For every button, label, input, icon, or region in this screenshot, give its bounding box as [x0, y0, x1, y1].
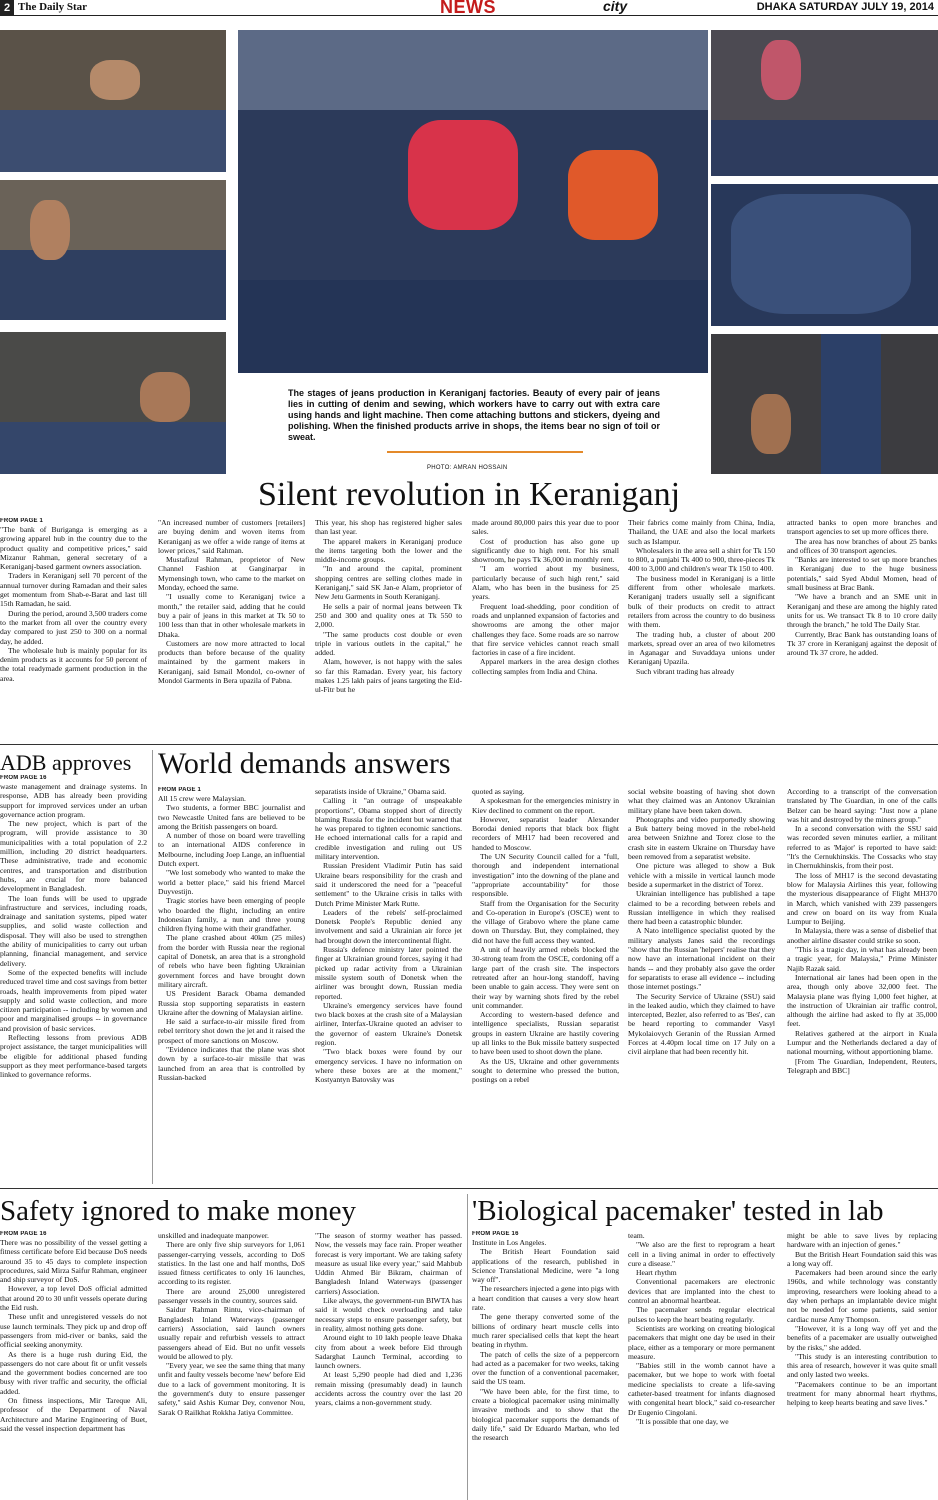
lead-column: [315, 518, 462, 740]
photo-worker-floor: [0, 30, 226, 172]
world-column: [158, 787, 305, 1185]
photo-jeans-shop: [238, 30, 708, 373]
paragraph: There are only five ship surveyors for 1,061 passenger-carrying vessels, according to DoS statistics. In the last one and half months, DoS issued fitness certificates to only 16 launches, according to its register.: [158, 1240, 305, 1287]
world-column: [472, 787, 619, 1185]
paragraph: Alam, however, is not happy with the sales so far this Ramadan. Every year, his factory makes 1.25 lakh pairs of jeans targeting the Eid-ul-Fitr but he: [315, 657, 462, 695]
paragraph: Apparel markers in the area design clothes collecting samples from India and China.: [472, 657, 619, 676]
paragraph: All 15 crew were Malaysian.: [158, 794, 246, 803]
paragraph: Two students, a former BBC journalist and two Newcastle United fans are believed to be among the British passengers on board.: [158, 803, 305, 831]
dateline: DHAKA SATURDAY JULY 19, 2014: [756, 1, 934, 13]
paragraph: "In and around the capital, prominent shopping centres are selling clothes made in Keraniganj," said SK Jan-e Alam, proprietor of New Jetu Garments in South Keraniganj.: [315, 564, 462, 602]
section-divider: [0, 1188, 938, 1189]
safety-column: [158, 1231, 305, 1500]
paragraph: US President Barack Obama demanded Russia stop supporting separatists in eastern Ukraine after the downing of Malaysian airline.: [158, 989, 305, 1017]
paragraph: At least 5,290 people had died and 1,236 remain missing (presumably dead) in launch accidents across the country over the last 20 years, claims a non-government study.: [315, 1370, 462, 1408]
jump-label: FROM PAGE 16: [472, 1231, 519, 1237]
photo-credit: PHOTO: AMRAN HOSSAIN: [427, 465, 508, 471]
paragraph: "I am worried about my business, particularly because of such high rent," said Alam, who has been in the business for 25 years.: [472, 564, 619, 602]
pacemaker-column: [628, 1231, 775, 1500]
photo-caption: The stages of jeans production in Keraniganj factories. Beauty of every pair of jeans lies in cutting of denim and sewing, which workers have to carry out with extra care using hands and light machine. Then come attaching buttons and stickers, dyeing and polishing. When the finished products arrive in shops, the items bear no sign of toil or sweat.: [288, 388, 660, 442]
paragraph: "Two black boxes were found by our emergency services. I have no information on where these boxes are at the moment," Kostyantyn Batovsky was: [315, 1047, 462, 1085]
paragraph: Traders in Keraniganj sell 70 percent of the annual turnover during Ramadan and their sales get momentum from Shab-e-Barat and last till 15th Ramadan, he said.: [0, 571, 147, 609]
paragraph: Institute in Los Angeles.: [472, 1238, 547, 1247]
lead-headline: Silent revolution in Keraniganj: [257, 476, 681, 513]
paragraph: Heart rhythm: [636, 1268, 677, 1278]
paragraph: Pacemakers had been around since the early 1960s, and while technology was constantly improving, researchers were looking ahead to a day when perhaps an implantable device might not be needed for some patients, said senior cardiac nurse Amy Thompson.: [787, 1268, 937, 1324]
paragraph: "Evidence indicates that the plane was shot down by a surface-to-air missile that was launched from an area that is controlled by Russian-backed: [158, 1045, 305, 1082]
page-number: 2: [0, 0, 14, 16]
adb-column: [0, 775, 147, 1185]
paragraph: As the US, Ukraine and other governments sought to determine who pressed the button, postings on a rebel: [472, 1056, 619, 1085]
paragraph: But the British Heart Foundation said this was a long way off.: [787, 1249, 937, 1268]
paragraph: Scientists are working on creating biological pacemakers that might one day be used in their place, either as a temporary or more permanent measure.: [628, 1323, 775, 1361]
paragraph: "However, it is a long way off yet and the benefits of a pacemaker are usually outweighed by the risks," she added.: [787, 1323, 937, 1352]
jump-label: FROM PAGE 1: [0, 518, 44, 524]
paragraph: Conventional pacemakers are electronic devices that are implanted into the chest to control an abnormal heartbeat.: [628, 1277, 775, 1306]
paragraph: Ukraine's emergency services have found two black boxes at the crash site of a Malaysian airliner, Interfax-Ukraine quoted an adviser to the governor of eastern Ukraine's Donetsk region.: [315, 1000, 462, 1048]
safety-column: [0, 1231, 147, 1500]
paragraph: Calling it "an outrage of unspeakable proportions", Obama stopped short of directly blaming Russia for the incident but warned that he was prepared to tighten economic sanctions. He echoed international calls for a rapid and credible investigation and ruling out US military intervention.: [315, 796, 462, 862]
photo-denim-pile: [711, 184, 938, 326]
paragraph: "This is a tragic day, in what has already been a tragic year, for Malaysia," Prime Minister Najib Razak said.: [787, 945, 937, 973]
paragraph: These unfit and unregistered vessels do not use launch terminals. They pick up and drop off passengers from mid-river or banks, said the official seeking anonymity.: [0, 1312, 147, 1350]
paragraph: The loan funds will be used to upgrade infrastructure and services, including roads, drainage and sanitation systems, piped water supplies, and solid waste collection and disposal. They will also be used to strengthen the ability of municipalities to carry out urban planning, financial management, and service delivery.: [0, 893, 147, 968]
paragraph: Around eight to 10 lakh people leave Dhaka city from about a week before Eid through Sadarghat Launch Terminal, according to launch owners.: [315, 1333, 462, 1371]
paragraph: The pacemaker sends regular electrical pulses to keep the heart beating regularly.: [628, 1305, 775, 1324]
paragraph: might be able to save lives by replacing hardware with an injection of genes.": [787, 1231, 937, 1250]
paragraph: The plane crashed about 40km (25 miles) from the border with Russia near the regional capital of Donetsk, an area that is a stronghold of rebels who have been fighting Ukrainian government forces and have brought down military aircraft.: [158, 933, 305, 989]
paragraph: The trading hub, a cluster of about 200 markets, spread over an area of two kilometres in Aganagar and Suvaddaya unions under Keraniganj Upazila.: [628, 629, 775, 667]
paragraph: Relatives gathered at the airport in Kuala Lumpur and the Netherlands declared a day of national mourning, without apportioning blame.: [787, 1028, 937, 1057]
paragraph: A number of those on board were travelling to an international AIDS conference in Melbourne, including Joep Lange, an influential Dutch expert.: [158, 831, 305, 869]
lead-column: [472, 518, 619, 740]
paragraph: Russian President Vladimir Putin has said Ukraine bears responsibility for the crash and said it underscored the need for a "peaceful settlement" to the Ukraine crisis in talks with Dutch Prime Minister Mark Rutte.: [315, 861, 462, 908]
paragraph: Customers are now more attracted to local products than before because of the quality maintained by the garment makers in Keraniganj, said Ismail Mondol, co-owner of Mondol Garments in Bera upazila of Pabna.: [158, 638, 305, 686]
paragraph: The researchers injected a gene into pigs with a heart condition that causes a very slow heart rate.: [472, 1284, 619, 1313]
paragraph: Reflecting lessons from previous ADB project assistance, the target municipalities will be eligible for additional phased funding support as they meet performance-based targets linked to governance reforms.: [0, 1033, 147, 1080]
paragraph: On fitness inspections, Mir Tareque Ali, professor of the Department of Naval Architecture and Marine Engineering of Buet, said the vessel inspection department has: [0, 1396, 147, 1433]
lead-column: [628, 518, 775, 740]
paragraph: "It is possible that one day, we: [636, 1416, 729, 1426]
pacemaker-headline: 'Biological pacemaker' tested in lab: [472, 1195, 884, 1227]
paragraph: "Banks are interested to set up more branches in Keraniganj due to the huge business potentials," said Syed Abdul Momen, head of small business at Brac Bank.: [787, 555, 937, 593]
pacemaker-column: [472, 1231, 619, 1500]
paragraph: separatists inside of Ukraine," Obama said.: [315, 787, 447, 796]
paragraph: "We also are the first to reprogram a heart cell in a living animal in order to effectively cure a disease.": [628, 1240, 775, 1268]
paragraph: Russia's defence ministry later pointed the finger at Ukrainian ground forces, saying it had picked up radar activity from a Ukrainian missile system south of Donetsk when the airliner was brought down, Russian media reported.: [315, 945, 462, 1001]
paragraph: Tragic stories have been emerging of people who boarded the flight, including an entire Indonesian family, a nun and three young children flying home with their grandfather.: [158, 896, 305, 934]
section-divider: [0, 744, 938, 745]
jump-label: FROM PAGE 16: [0, 775, 47, 781]
paragraph: Such vibrant trading has already: [636, 666, 735, 676]
caption-rule: [387, 451, 583, 453]
jump-label: FROM PAGE 1: [158, 787, 202, 793]
paragraph: He sells a pair of normal jeans between Tk 250 and 300 and quality ones at Tk 550 to 2,000.: [315, 601, 462, 630]
paragraph: International air lanes had been open in the area, though only above 32,000 feet. The Malaysia plane was flying 1,000 feet higher, at the instruction of Ukrainian air traffic control, although the airline had asked to fly at 35,000 feet.: [787, 972, 937, 1029]
world-column: [315, 787, 462, 1185]
paragraph: The gene therapy converted some of the billions of ordinary heart muscle cells into much rarer specialised cells that kept the heart beating in rhythm.: [472, 1312, 619, 1350]
paragraph: waste management and drainage systems. In response, ADB has already been providing support for improved services under an urban governance action program.: [0, 782, 147, 819]
paragraph: One picture was alleged to show a Buk vehicle with a missile in vertical launch mode beside a supermarket in the district of Torez.: [628, 861, 775, 889]
paragraph: team.: [628, 1231, 645, 1240]
paragraph: The UN Security Council called for a "full, thorough and independent international investigation" into the downing of the plane and "appropriate accountability" for those responsible.: [472, 852, 619, 899]
paragraph: In Malaysia, there was a sense of disbelief that another airline disaster could strike so soon.: [787, 926, 937, 945]
paragraph: "This study is an interesting contribution to this area of research, however it was quite small and only lasted two weeks.: [787, 1351, 937, 1380]
world-headline: World demands answers: [158, 747, 451, 780]
paragraph: "The same products cost double or even triple in various outlets in the capital," he added.: [315, 629, 462, 658]
jump-label: FROM PAGE 16: [0, 1231, 47, 1237]
paragraph: "We lost somebody who wanted to make the world a better place," said his friend Marcel Duyvestijn.: [158, 868, 305, 896]
paragraph: There are around 25,000 unregistered passenger vessels in the country, sources said.: [158, 1286, 305, 1306]
paragraph: There was no possibility of the vessel getting a fitness certificate before Eid because DoS needs around 35 to 45 days to complete inspection procedures, said Mirza Saifur Rahman, engineer and ship surveyor of DoS.: [0, 1238, 147, 1285]
paragraph: Ukrainian intelligence has published a tape claimed to be a recording between rebels and Russian intelligence in which they realised there had been a catastrophic blunder.: [628, 889, 775, 927]
paragraph: "Pacemakers continue to be an important treatment for many abnormal heart rhythms, helping to keep hearts beating and save lives.": [787, 1379, 937, 1408]
paragraph: Staff from the Organisation for the Security and Co-operation in Europe's (OSCE) went to the village of Grabovo where the plane came down on Thursday. But, they complained, they did not have the full access they wanted.: [472, 898, 619, 945]
column-divider: [152, 750, 153, 1184]
paragraph: However, separatist leader Alexander Borodai denied reports that black box flight recorders of MH17 had been recovered and handed to Moscow.: [472, 814, 619, 852]
paragraph: A unit of heavily armed rebels blocked the 30-strong team from the OSCE, cordoning off a large part of the crash site. The inspectors retreated after an hour-long standoff, having been unable to gain access. They were sent on their way by warning shots fired by the rebel unit commander.: [472, 945, 619, 1010]
safety-column: [315, 1231, 462, 1500]
paragraph: "I usually come to Keraniganj twice a month," the retailer said, adding that he could buy a pair of jeans in this market at Tk 50 to 100 less than that in other wholesale markets in Dhaka.: [158, 592, 305, 639]
paragraph: [From The Guardian, Independent, Reuters, Telegraph and BBC]: [787, 1056, 937, 1075]
paragraph: Their fabrics come mainly from China, India, Thailand, the UAE and also the local markets such as Islampur.: [628, 518, 775, 546]
column-divider: [467, 1194, 468, 1500]
photo-sewing-floor: [0, 332, 226, 474]
paragraph: Leaders of the rebels' self-proclaimed Donetsk People's Republic denied any involvement and said a Ukrainian air force jet had brought down the intercontinental flight.: [315, 907, 462, 945]
paper-name: The Daily Star: [18, 1, 88, 13]
paragraph: "Babies still in the womb cannot have a pacemaker, but we hope to work with foetal medicine specialists to create a life-saving catheter-based treatment for infants diagnosed with congenital heart block," said co-researcher Dr Eugenio Cingolani.: [628, 1361, 775, 1417]
safety-headline: Safety ignored to make money: [0, 1195, 356, 1227]
paragraph: This year, his shop has registered higher sales than last year.: [315, 518, 462, 537]
paragraph: Some of the expected benefits will include reduced travel time and cost savings from better roads, health improvements from piped water supply and solid waste collection, and more citizen participation -- including by women and poor and marginalised groups -- in governance and provision of basic services.: [0, 967, 147, 1033]
paragraph: However, a top level DoS official admitted that around 20 to 30 unfit vessels operate during the Eid rush.: [0, 1284, 147, 1313]
paragraph: The business model in Keraniganj is a little different from other wholesale markets. Keraniganj traders usually sell a significant bulk of their products on credit to attract retailers from across the country to do business with them.: [628, 573, 775, 630]
paragraph: Photographs and video purportedly showing a Buk battery being moved in the rebel-held area between Snizhne and Torez close to the crash site in eastern Ukraine on Thursday have been removed from a separatist website.: [628, 814, 775, 862]
paragraph: In a second conversation with the SSU said was recorded seven minutes earlier, a militant referred to as 'Major' is reported to have said: "It's the Cernukhinskis. The Cossacks who stay in Chernukhinskis, from their post.: [787, 824, 937, 871]
paragraph: The patch of cells the size of a peppercorn had acted as a pacemaker for two weeks, taking over the function of a conventional pacemaker, said the US team.: [472, 1349, 619, 1387]
paragraph: During the period, around 3,500 traders come to the market from all over the country every day compared to just 250 to 300 on a normal day, he added.: [0, 608, 147, 646]
subsection-label: city: [603, 0, 628, 14]
paragraph: The apparel makers in Keraniganj produce the items targeting both the lower and the middle-income groups.: [315, 536, 462, 565]
paragraph: "The season of stormy weather has passed. Now, the vessels may face rain. Proper weather forecast is very important. We are taking safety measure as usual like every year," said Mahbub Uddin Ahmed Bir Bikram, chairman of Bangladesh Inland Waterways (passenger carriers) Association.: [315, 1231, 462, 1296]
adb-headline: ADB approves: [0, 750, 132, 775]
paragraph: According to western-based defence and intelligence specialists, Russian separatist groups in eastern Ukraine are hastily covering up all links to the Buk missile battery suspected to have been used to shoot down the plane.: [472, 1010, 619, 1057]
lead-column: [0, 518, 147, 740]
paragraph: Wholesalers in the area sell a shirt for Tk 150 to 800, a punjabi Tk 400 to 900, three-pieces Tk 400 to 3,000 and children's wear Tk 150 to 400.: [628, 545, 775, 574]
photo-hanging-jeans: [711, 334, 938, 474]
paragraph: social website boasting of having shot down what they claimed was an Antonov Ukrainian military plane have been taken down.: [628, 787, 775, 815]
paragraph: A Nato intelligence specialist quoted by the military analysts Janes said the recordings "show that the Russian 'helpers' realise that they now have an international incident on their hands -- and they probably also gave the order for separatists to erase all evidence -- including those internet postings.": [628, 926, 775, 992]
paragraph: A spokesman for the emergencies ministry in Kiev declined to comment on the report.: [472, 796, 619, 815]
paragraph: The wholesale hub is mainly popular for its denim products as it accounts for 50 percent of the total readymade garment production in the area.: [0, 645, 147, 683]
paragraph: "Every year, we see the same thing that many unfit and faulty vessels become 'new' before Eid due to a lack of government monitoring. It is the government's duty to ensure passenger safety," said Ashis Kumar Dey, convenor Nou, Sarak O Railkhat Rokkha Jatiya Committee.: [158, 1361, 305, 1417]
paragraph: According to a transcript of the conversation translated by The Guardian, in one of the calls Belzer can be heard saying: "Just now a plane was hit and destroyed by the miners group.": [787, 787, 937, 824]
lead-column: [158, 518, 305, 740]
paragraph: Frequent load-shedding, poor condition of roads and unplanned expansion of factories and showrooms are among the other major challenges they face. Some roads are so narrow that fire service vehicles cannot reach small factories in case of a fire incident.: [472, 601, 619, 658]
paragraph: The Security Service of Ukraine (SSU) said in the leaked audio, which they claimed to have intercepted, Bezler, also referred to as 'Bes', can be heard reporting to commander Vasyl Mykolaiovych Geranin of the Russian Armed Forces at 4.40pm local time on 17 July on a civil airplane that had been recently hit.: [628, 991, 775, 1057]
paragraph: "The bank of Buriganga is emerging as a growing apparel hub in the country due to the product quality and competitive prices," said Mizanur Rahman, general secretary of a Keraniganj-based garment owners association.: [0, 525, 147, 572]
paragraph: quoted as saying.: [472, 787, 525, 796]
paragraph: made around 80,000 pairs this year due to poor sales.: [472, 518, 619, 537]
paragraph: The area has now branches of about 25 banks and offices of 30 transport agencies.: [787, 536, 937, 555]
paragraph: "We have a branch and an SME unit in Keraniganj and these are among the highly rated units for us. We transact Tk 8 to 10 crore daily through the branch," he told The Daily Star.: [787, 592, 937, 630]
photo-worker-cutting: [0, 180, 226, 320]
paragraph: As there is a huge rush during Eid, the passengers do not care about fit or unfit vessels and the government bodies concerned are too busy with river traffic and security, the official added.: [0, 1349, 147, 1396]
paragraph: The new project, which is part of the program, will provide assistance to 30 municipalities with a total population of 2.2 million, including 20 district headquarters. These administrative, trade and economic centres, and transportation and distribution hubs, are crucial for more balanced development in Bangladesh.: [0, 819, 147, 894]
paragraph: Mustafizul Rahman, proprietor of New Channel Fashion at Ganginarpar in Mymensingh town, who came to the market on Monday, echoed the same.: [158, 555, 305, 593]
paragraph: attracted banks to open more branches and transport agencies to set up more offices there.: [787, 518, 937, 537]
lead-column: [787, 518, 937, 740]
paragraph: He said a surface-to-air missile fired from rebel territory shot down the jet and it raised the prospect of more sanctions on Moscow.: [158, 1017, 305, 1045]
paragraph: unskilled and inadequate manpower.: [158, 1231, 269, 1240]
photo-dyeing-women: [711, 30, 938, 176]
paragraph: Like always, the government-run BIWTA has said it would check overloading and take necessary steps to ensure passenger safety, but in reality, almost nothing gets done.: [315, 1296, 462, 1333]
paragraph: "We have been able, for the first time, to create a biological pacemaker using minimally invasive methods and to show that the biological pacemaker supports the demands of daily life," said Dr Eduardo Marban, who led the research: [472, 1386, 619, 1443]
paragraph: "An increased number of customers [retailers] are buying denim and woven items from Keraniganj as we offer a wide range of items at lower prices," said Rahman.: [158, 518, 305, 555]
pacemaker-column: [787, 1231, 937, 1500]
paragraph: The British Heart Foundation said applications of the research, published in Science Translational Medicine, were "a long way off".: [472, 1247, 619, 1285]
world-column: [628, 787, 775, 1185]
section-label: NEWS: [440, 0, 496, 17]
paragraph: Cost of production has also gone up significantly due to high rent. For his small showroom, he pays Tk 36,000 in monthly rent.: [472, 536, 619, 565]
world-column: [787, 787, 937, 1185]
paragraph: Currently, Brac Bank has outstanding loans of Tk 37 crore in Keraniganj against the deposit of around Tk 37 crore, he added.: [787, 629, 937, 658]
paragraph: The loss of MH17 is the second devastating blow for Malaysia Airlines this year, following the mysterious disappearance of Flight MH370 in March, which vanished with 239 passengers and crew on board on its way from Kuala Lumpur to Beijing.: [787, 870, 937, 927]
paragraph: Saidur Rahman Rintu, vice-chairman of Bangladesh Inland Waterways (passenger carriers) Association, said launch owners usually repair and refurbish vessels to attract passengers ahead of Eid. But no unfit vessels would be allowed to ply.: [158, 1305, 305, 1361]
